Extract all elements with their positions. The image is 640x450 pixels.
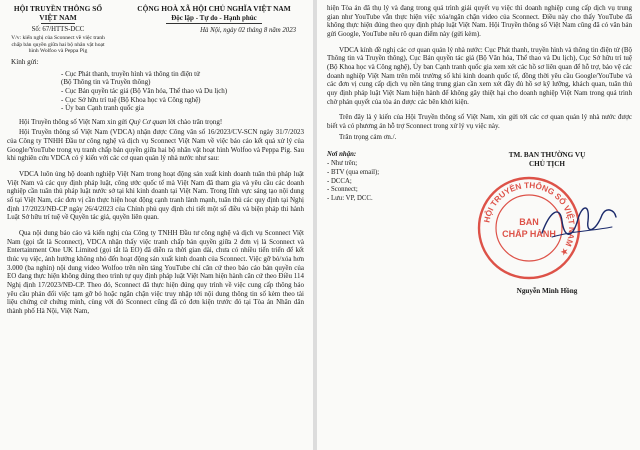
body-paragraph-2: VDCA luôn ủng hộ doanh nghiệp Việt Nam trong hoạt động sản xuất kinh doanh tuân thủ pháp luật Việt Nam và các quy định pháp luật, công ước quốc tế mà Việt Nam đã tham gia và yêu cầu các doanh nghiệp cần tuân thủ pháp luật nước sở tại khi kinh doanh tại Việt Nam. Trong lĩnh vực sáng tạo nội dung số tại Việt Nam, các đơn vị cần thực hiện hoạt động cạnh tranh lành mạnh, tuân thủ các quy định tại Nghị định 17/2023/NĐ-CP ngày 26/4/2023 của Chính phủ quy định chi tiết một số điều và biện pháp thi hành Luật Sở hữu trí tuệ về Quyền tác giả, quyền liên quan. bbox=[7, 170, 304, 222]
distribution-item: - Như trên; bbox=[327, 159, 358, 167]
body-paragraph-4: hiện Tòa án đã thụ lý và đang trong quá trình giải quyết vụ việc thì doanh nghiệp cung cấp dịch vụ trung gian như YouTube vẫn thực hiện việc xóa/ngăn chặn video của Sconnect. Điều này cho thấy YouTube đã không thực hiện đúng theo quy định pháp luật Việt Nam. Hội Truyền thông số Việt Nam cũng đã có văn bản gửi Google, YouTube nêu rõ quan điểm này (gửi kèm). bbox=[327, 4, 632, 38]
distribution-item: - Sconnect; bbox=[327, 186, 358, 194]
recipients-list bbox=[61, 70, 304, 113]
greeting-prefix: Hội Truyền thông số Việt Nam xin gửi bbox=[19, 117, 129, 126]
signer-name: Nguyễn Minh Hồng bbox=[516, 287, 578, 296]
recipient-item: - Cục Phát thanh, truyền hình và thông tin điện tử bbox=[61, 69, 200, 78]
signer-position: CHỦ TỊCH bbox=[528, 159, 565, 168]
document-subject: V/v: kiến nghị của Sconnect về việc tranh chấp bản quyền giữa hai bộ nhân vật hoạt hình Wolfoo và Peppa Pig bbox=[11, 35, 105, 54]
body-paragraph-5: VDCA kính đề nghị các cơ quan quản lý nhà nước: Cục Phát thanh, truyền hình và thông tin điện tử (Bộ Thông tin và Truyền thông), Cục Bản quyền tác giả (Bộ Văn hóa, Thể thao và Du lịch), Cục Sở hữu trí tuệ (Bộ Khoa học và Công nghệ), Ủy ban Cạnh tranh quốc gia xem xét các hồ sơ liên quan để hỗ trợ, bảo vệ các doanh nghiệp Việt Nam trên môi trường số khi kinh doanh quốc tế, đồng thời yêu cầu Google/YouTube và các đơn vị cung cấp dịch vụ nền tảng trung gian cần xem xét đầy đủ hồ sơ kỹ lưỡng, khách quan, tuân thủ quy định pháp luật Việt Nam hiện hành để không gây thiệt hại cho doanh nghiệp Việt Nam trong quá trình chờ phán quyết của tòa án được các bên khởi kiện. bbox=[327, 45, 632, 106]
svg-text:CHẤP HÀNH: CHẤP HÀNH bbox=[502, 229, 556, 240]
document-page-1 bbox=[0, 0, 313, 450]
issuing-organization bbox=[7, 5, 109, 54]
recipients-label: Kính gửi: bbox=[11, 58, 39, 67]
closing-thanks: Trân trọng cảm ơn./. bbox=[339, 132, 397, 141]
svg-text:BAN: BAN bbox=[519, 217, 539, 228]
signer-title: TM. BAN THƯỜNG VỤ bbox=[508, 151, 586, 160]
body-paragraph-1: Hội Truyền thông số Việt Nam (VDCA) nhận được Công văn số 16/2023/CV-SCN ngày 31/7/2023 của Công ty TNHH Đầu tư công nghệ và dịch vụ Sconnect Việt Nam về việc báo cáo kết quả xử lý của Google/YouTube trong vụ tranh chấp bản quyền giữa hai bộ nhân vật hoạt hình Wolfoo và Peppa Pig. Sau khi nghiên cứu VDCA có ý kiến với các cơ quan quản lý nhà nước như sau: bbox=[7, 128, 304, 163]
body-paragraph-3: Qua nội dung báo cáo và kiến nghị của Công ty TNHH Đầu tư công nghệ và dịch vụ Sconnect Việt Nam (gọi tắt là Sconnect), VDCA nhận thấy việc tranh chấp bản quyền giữa 2 đơn vị là Sconnect và Entertainment One UK Limited (gọi tắt là EO) đã diễn ra thời gian dài, chưa có nhiều tiến triển để kết thúc vụ việc, ảnh hưởng không nhỏ đến hoạt động sản xuất kinh doanh của Sconnect. Việc gỡ bỏ/xóa hơn 3.000 (ba nghìn) nội dung video Wolfoo trên nền tảng YouTube chỉ căn cứ theo báo cáo bản quyền của EO đang thực hiện không đúng theo trình tự quy định pháp luật Việt Nam hiện hành căn cứ theo Điều 114 Nghị định 17/2023/NĐ-CP. Theo đó, Sconnect đã thực hiện đúng quy trình về việc cung cấp thông báo yêu cầu phản đối việc tạm gỡ bỏ hoặc ngăn chặn việc truy nhập tới nội dung thông tin số kèm theo tài liệu chứng cứ chứng minh, cùng với đó Sconnect cũng đã có đơn kiện trước đó tại Tòa án Nhân dân thành phố Hà Nội, Việt Nam, bbox=[7, 228, 304, 315]
letter-header bbox=[7, 5, 304, 54]
svg-text:HỘI TRUYỀN THÔNG SỐ VIỆT NAM ★: HỘI TRUYỀN THÔNG SỐ VIỆT NAM ★ bbox=[482, 181, 577, 258]
recipient-item: - Ủy ban Cạnh tranh quốc gia bbox=[61, 104, 144, 113]
greeting bbox=[7, 118, 304, 127]
national-name: CỘNG HOÀ XÃ HỘI CHỦ NGHĨA VIỆT NAM bbox=[137, 4, 291, 13]
org-name-line2: VIỆT NAM bbox=[39, 12, 77, 22]
document-date: Hà Nội, ngày 02 tháng 8 năm 2023 bbox=[200, 27, 296, 34]
motto-divider bbox=[166, 23, 262, 24]
recipient-item: (Bộ Thông tin và Truyền thông) bbox=[61, 78, 151, 87]
handwritten-signature bbox=[532, 191, 622, 251]
body-paragraph-6: Trên đây là ý kiến của Hội Truyền thông số Việt Nam, xin gửi tới các cơ quan quản lý nhà nước được biết và có phương án hỗ trợ Sconnect trong xử lý vụ việc này. bbox=[327, 113, 632, 130]
distribution-item: - DCCA; bbox=[327, 177, 352, 185]
greeting-addressee: Quý Cơ quan bbox=[128, 117, 167, 126]
signature-area bbox=[327, 151, 632, 301]
document-number: Số: 67/HTTS-DCC bbox=[31, 26, 85, 34]
distribution-title: Nơi nhận: bbox=[327, 151, 357, 159]
national-motto: Độc lập - Tự do - Hạnh phúc bbox=[171, 13, 257, 22]
document-page-2 bbox=[317, 0, 640, 450]
distribution-item: - BTV (qua email); bbox=[327, 168, 380, 176]
recipient-item: - Cục Bản quyền tác giả (Bộ Văn hóa, Thể thao và Du lịch) bbox=[61, 87, 228, 95]
distribution-list bbox=[327, 151, 437, 301]
distribution-item: - Lưu: VP, DCC. bbox=[327, 195, 373, 203]
signer-block bbox=[462, 151, 632, 301]
org-divider bbox=[41, 23, 75, 24]
greeting-suffix: lời chào trân trọng! bbox=[166, 117, 223, 126]
national-heading bbox=[124, 5, 304, 54]
org-name-line1: HỘI TRUYỀN THÔNG SỐ bbox=[13, 4, 103, 13]
recipient-item: - Cục Sở hữu trí tuệ (Bộ Khoa học và Công nghệ) bbox=[61, 95, 201, 104]
